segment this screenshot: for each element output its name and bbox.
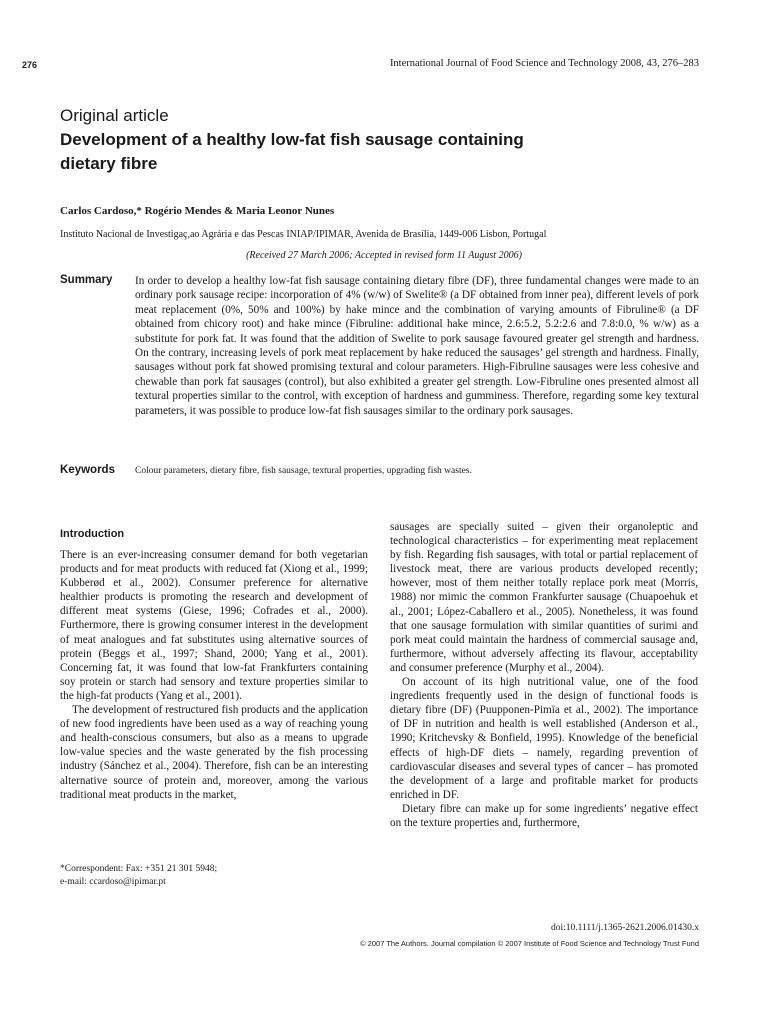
left-column: [60, 548, 368, 802]
footnote-fax: *Correspondent: Fax: +351 21 301 5948;: [60, 864, 218, 874]
intro-paragraph-3: sausages are specially suited – given their organoleptic and technological characteristics – for experimenting meat replacement by fish. Regarding fish sausages, with total or partial replacement of livestock meat, there are various products developed recently; however, most of them neither totally replace pork meat (Morris, 1988) nor mimic the common Frankfurter sausage (Chuapoehuk et al., 2001; López-Caballero et al., 2005). Nonetheless, it was found that one sausage formulation with similar quantities of surimi and pork meat could maintain the hardness of commercial sausage and, furthermore, without adversely affecting its flavour, acceptability and consumer preference (Murphy et al., 2004).: [390, 521, 698, 674]
article-title: [60, 128, 680, 176]
title-line-2: dietary fibre: [60, 154, 158, 173]
affiliation: Instituto Nacional de Investigaç,ao Agrária e das Pescas INIAP/IPIMAR, Avenida de Brasília, 1449-006 Lisbon, Portugal: [60, 229, 547, 240]
authors: Carlos Cardoso,* Rogério Mendes & Maria Leonor Nunes: [60, 205, 335, 217]
keywords-label: Keywords: [60, 464, 115, 476]
intro-paragraph-1: There is an ever-increasing consumer demand for both vegetarian products and for meat products with reduced fat (Xiong et al., 1999; Kubberød et al., 2002). Consumer preference for alternative healthier products is promoting the research and development of different meat systems (Giese, 1996; Cofrades et al., 2000). Furthermore, there is growing consumer interest in the development of meat analogues and fat substitutes using alternative sources of protein (Beggs et al., 1997; Shand, 2000; Yang et al., 2001). Concerning fat, it was found that low-fat Frankfurters containing soy protein or starch had sensory and texture properties similar to the high-fat products (Yang et al., 2001).: [60, 549, 368, 702]
received-dates: (Received 27 March 2006; Accepted in revised form 11 August 2006): [246, 250, 522, 261]
summary-label: Summary: [60, 274, 113, 286]
journal-citation: International Journal of Food Science and Technology 2008, 43, 276–283: [389, 58, 699, 69]
keywords-text: Colour parameters, dietary fibre, fish sausage, textural properties, upgrading fish wastes.: [135, 466, 472, 476]
footnote-email: e-mail: ccardoso@ipimar.pt: [60, 877, 166, 887]
intro-paragraph-5: Dietary fibre can make up for some ingredients’ negative effect on the texture properties and, furthermore,: [390, 802, 698, 829]
copyright: © 2007 The Authors. Journal compilation © 2007 Institute of Food Science and Technology Trust Fund: [360, 939, 699, 948]
intro-paragraph-4: On account of its high nutritional value, one of the food ingredients frequently used in the design of functional foods is dietary fibre (DF) (Puupponen-Pimïa et al., 2002). The importance of DF in nutrition and health is well established (Anderson et al., 1990; Kritchevsky & Bonfield, 1995). Knowledge of the beneficial effects of high-DF diets – namely, regarding prevention of cardiovascular diseases and several types of cancer – has promoted the development of a large and profitable market for products enriched in DF.: [390, 676, 698, 801]
article-type: Original article: [60, 106, 169, 125]
right-column: [390, 520, 698, 830]
introduction-heading: Introduction: [60, 528, 125, 540]
summary-text: In order to develop a healthy low-fat fish sausage containing dietary fibre (DF), three fundamental changes were made to an ordinary pork sausage recipe: incorporation of 4% (w/w) of Swelite® (a DF obtained from inner pea), different levels of pork meat replacement (0%, 50% and 100%) by hake mince and the combination of varying amounts of Fibruline® (a DF obtained from chicory root) and hake mince (Fibruline: additional hake mince, 2.6:5.2, 5.2:2.6 and 7.8:0.0, % w/w) as a substitute for pork fat. It was found that the addition of Swelite to pork sausage favoured greater gel strength and hardness. On the contrary, increasing levels of pork meat replacement by hake reduced the sausages’ gel strength and hardness. Finally, sausages without pork fat showed promising textural and colour parameters. High-Fibruline sausages were less cohesive and chewable than pork fat sausages (control), but also exhibited a greater gel strength. Low-Fibruline ones presented almost all textural properties similar to the control, with exception of hardness and gumminess. Therefore, regarding some key textural parameters, it was possible to produce low-fat fish sausages similar to the ordinary pork sausages.: [135, 275, 699, 417]
intro-paragraph-2: The development of restructured fish products and the application of new food ingredients have been used as a way of reaching young and health-conscious consumers, but also as a means to upgrade low-value species and the waste generated by the fish processing industry (Sánchez et al., 2004). Therefore, fish can be an interesting alternative source of protein and, moreover, among the various traditional meat products in the market,: [60, 704, 368, 801]
correspondent-footnote: [60, 863, 368, 889]
page-number: 276: [22, 60, 38, 70]
doi: doi:10.1111/j.1365-2621.2006.01430.x: [550, 923, 699, 933]
title-line-1: Development of a healthy low-fat fish sausage containing: [60, 130, 524, 149]
